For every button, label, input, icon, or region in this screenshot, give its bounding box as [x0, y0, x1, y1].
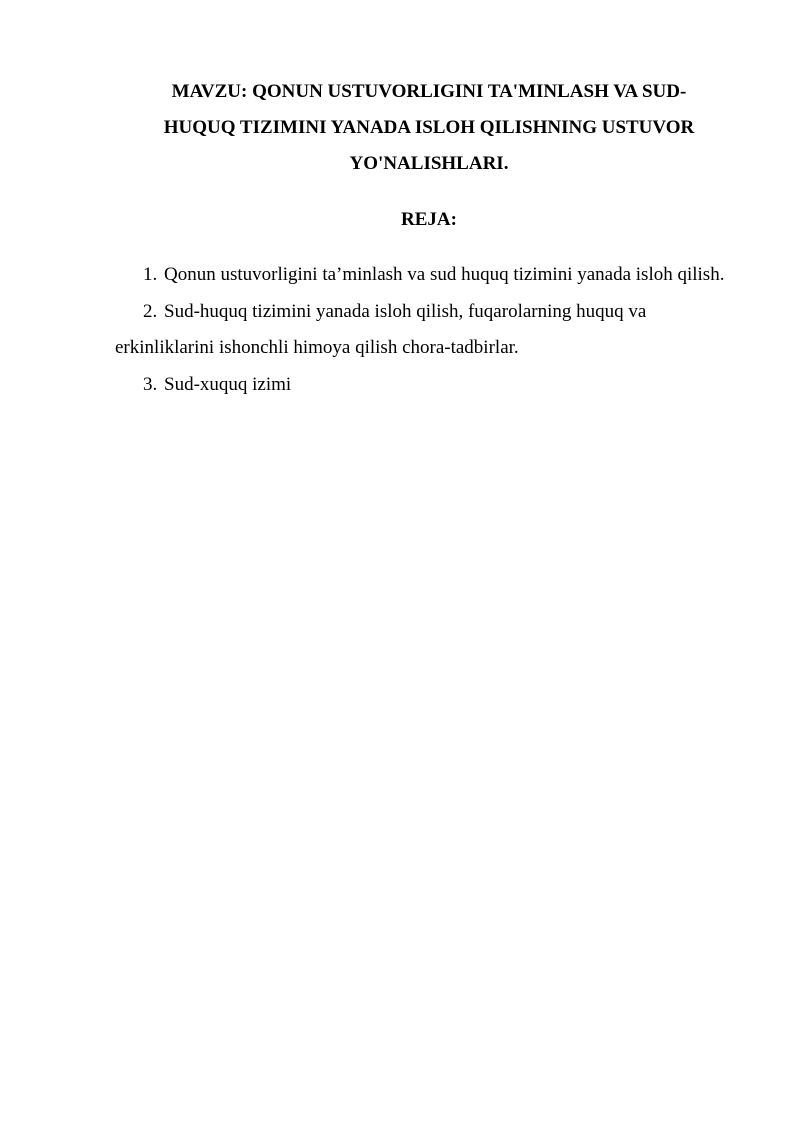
- title-line: YO'NALISHLARI.: [349, 153, 509, 174]
- item-number: 3.: [143, 373, 158, 395]
- plan-heading: REJA:: [401, 209, 457, 230]
- list-item: [115, 257, 743, 294]
- list-item: [115, 294, 743, 367]
- item-number: 2.: [143, 300, 158, 322]
- plan-list: [115, 257, 743, 403]
- list-item: [115, 367, 743, 404]
- title-line: MAVZU: QONUN USTUVORLIGINI TA'MINLASH VA SUD-: [171, 81, 687, 102]
- item-number: 1.: [143, 264, 158, 285]
- item-text: Sud-huquq tizimini yanada isloh qilish, fuqarolarning huquq va erkinliklarini ishonchli himoya qilish chora-tadbirlar.: [115, 300, 647, 358]
- page-title: [115, 74, 743, 182]
- title-line: HUQUQ TIZIMINI YANADA ISLOH QILISHNING USTUVOR: [163, 117, 695, 138]
- item-text: Sud-xuquq izimi: [164, 373, 292, 395]
- item-text: Qonun ustuvorligini ta’minlash va sud huquq tizimini yanada isloh qilish.: [164, 264, 725, 285]
